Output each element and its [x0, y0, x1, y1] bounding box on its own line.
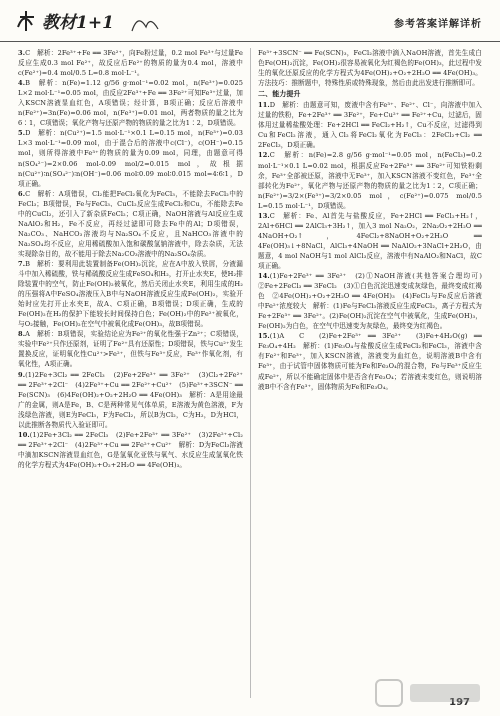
- page-header: [0, 0, 500, 42]
- answer-number: 15.: [258, 332, 270, 341]
- answer-text: (1)2Fe+3Cl₂ ══ 2FeCl₃ (2)Fe+2Fe³⁺ ══ 3Fe²⁺ (3)2Fe²⁺+Cl₂ ══ 2Fe³⁺+2Cl⁻ (4)2Fe³⁺+Cu ══ 2Fe²⁺+Cu²⁺ 解析：D为FeCl₃溶液中滴加KSCN溶液显血红色，G是氢氧化亚铁与氧气、水反应生成氢氧化铁的化学方程式为4Fe(OH)₂+O₂+2H₂O ══ 4Fe(OH)₃。: [18, 430, 243, 469]
- answer-number: 7.: [18, 259, 26, 268]
- right-column: [258, 48, 489, 698]
- answer-item: [18, 259, 243, 329]
- answer-item: [18, 78, 243, 128]
- answer-text: (1)A C (2)Fe+2Fe³⁺ ══ 3Fe²⁺ (3)Fe+4H₂O(g) ══ Fe₃O₄+4H₂ 解析：(1)Fe₃O₄与盐酸反应生成FeCl₂和FeCl₃，溶液中含有Fe²⁺和Fe³⁺，加入KSCN溶液，溶液变为血红色，说明溶液B中含有Fe³⁺，由于试管中固体物质可能为Fe和Fe₃O₄的混合物，Fe与Fe³⁺反应生成Fe²⁺，所以不能确定固体中是否含有Fe₃O₄；若溶液未变红色，则说明溶液B中不含有Fe³⁺，固体物质为Fe和Fe₃O₄。: [258, 332, 482, 391]
- answer-text: B 解析：n(Fe)=1.12 g/56 g·mol⁻¹=0.02 mol，n(Fe³⁺)=0.025 L×2 mol·L⁻¹=0.05 mol，由反应2Fe³⁺+Fe ══ 3Fe²⁺可知Fe³⁺过量，加入KSCN溶液显血红色，A项错误；经计算，B项正确；反应后溶液中n(Fe²⁺)=3n(Fe)=0.06 mol，n(Fe³⁺)=0.01 mol，两者物质的量之比为6∶1，C项错误；氧化产物与还原产物的物质的量之比为1∶2，D项错误。: [18, 79, 243, 128]
- logo-text: 教材1+1: [42, 13, 114, 33]
- answer-item: [18, 48, 243, 78]
- right-column-intro: Fe³⁺+3SCN⁻ ══ Fe(SCN)₃，FeCl₂溶液中滴入NaOH溶液，首先生成白色Fe(OH)₂沉淀，Fe(OH)₂很容易被氧化为红褐色的Fe(OH)₃，此过程中发生的氧化还原反应的化学方程式为4Fe(OH)₂+O₂+2H₂O ══ 4Fe(OH)₃。方法技巧：推断题中，特殊性质或特殊现象，然后由此出发进行推断即可。: [258, 49, 482, 88]
- answer-text: D 解析：由题意可知，废液中含有Fe³⁺、Fe²⁺、Cl⁻，向溶液中加入过量的铁粉，Fe+2Fe³⁺ ══ 3Fe²⁺，Fe+Cu²⁺ ══ Fe²⁺+Cu，过滤后，固体用过量稀盐酸处理：Fe+2HCl ══ FeCl₂+H₂↑，Cu不反应，过滤得到Cu和FeCl₂溶液，通入Cl₂将FeCl₂氧化为FeCl₃：2FeCl₂+Cl₂ ══ 2FeCl₃，D项正确。: [258, 101, 482, 150]
- answer-text: A 解析：B项错误，实验结论应为Fe²⁺的氧化性强于Zn²⁺；C项错误，实验中Fe²⁺只作还原剂，证明了Fe²⁺具有还原性；D项错误，铁与Cu²⁺发生置换反应，证明氧化性Cu²⁺>Fe²⁺，但铁与Fe³⁺反应，Fe³⁺作氧化剂，有氧化性，A项正确。: [18, 330, 243, 369]
- column-divider: [250, 48, 251, 698]
- answer-number: 10.: [18, 430, 30, 439]
- answer-number: 3.: [18, 49, 26, 57]
- answer-text: (1)Fe+2Fe³⁺ ══ 3Fe²⁺ (2)①NaOH溶液(其他答案合理均可) ②Fe+2FeCl₃ ══ 3FeCl₂ (3)①白色沉淀迅速变成灰绿色，最终变成红褐色 ②4Fe(OH)₂+O₂+2H₂O ══ 4Fe(OH)₃ (4)FeCl₂与Fe反应后溶液中Fe²⁺浓度较大 解析：(1)Fe与FeCl₃溶液反应生成FeCl₂，离子方程式为Fe+2Fe³⁺ ══ 3Fe²⁺。(2)Fe(OH)₂沉淀在空气中被氧化，生成Fe(OH)₃，Fe(OH)₂为白色，在空气中迅速变为灰绿色，最终变为红褐色。: [258, 272, 489, 331]
- answer-number: 6.: [18, 189, 26, 198]
- answer-item: [18, 189, 243, 259]
- answer-item: [258, 331, 482, 391]
- answer-number: 5.: [18, 129, 26, 138]
- answer-item: [18, 128, 243, 188]
- answer-item: [18, 430, 243, 470]
- answer-number: 4.: [18, 79, 26, 88]
- answer-text: C 解析：2Fe³⁺+Fe ══ 3Fe²⁺，向Fe粉过量，0.2 mol Fe³⁺与过量Fe反应生成0.3 mol Fe²⁺，故反应后Fe²⁺的物质的量为0.4 mol，溶液中c(Fe²⁺)=0.4 mol/0.5 L=0.8 mol·L⁻¹。: [18, 49, 243, 78]
- answer-text: C 解析：A项错误，Cl₂能把FeCl₂氧化为FeCl₃，不能除去FeCl₂中的FeCl₃；B项错误，Fe与FeCl₃、CuCl₂反应生成FeCl₂和Cu，不能除去Fe中的CuCl₂，还引入了新杂质FeCl₂；C项正确，NaOH溶液与Al反应生成NaAlO₂和H₂，Fe不反应，再经过滤即可除去Fe中的Al；D项错误，Na₂CO₃、NaHCO₃溶液均与Na₂SO₄不反应，且NaHCO₃溶液中的Na₂SO₄均不反应，应用稀硫酸加入饱和碳酸氢钠溶液中，除去杂质，无法实现除杂目的，故不能用于除去Na₂CO₃溶液中的Na₂SO₄杂质。: [18, 189, 243, 258]
- answer-text: B 解析：要利用此装置制备Fe(OH)₂沉淀，应在A中放入铁屑，分液漏斗中加入稀硫酸，铁与稀硫酸反应生成FeSO₄和H₂，打开止水夹E，使H₂排除装置中的空气，防止Fe(OH)₂被氧化，然后关闭止水夹E，利用生成的H₂的压强将A中FeSO₄溶液压入B中与NaOH溶液反应生成Fe(OH)₂，实验开始时应先打开止水夹E，故A、C项正确，B项错误；D项正确，生成的Fe(OH)₂在H₂的保护下能较长时间保持白色；Fe(OH)₂中的Fe²⁺被氧化，与O₂接触，Fe(OH)₂在空气中被氧化成Fe(OH)₃，故B项错误。: [18, 259, 243, 329]
- answer-item: [18, 370, 243, 430]
- answer-text: C 解析：Fe、Al首先与盐酸反应，Fe+2HCl ══ FeCl₂+H₂↑，2Al+6HCl ══ 2AlCl₃+3H₂↑，加入3 mol Na₂O₂，2Na₂O₂+2H₂O ══ 4NaOH+O₂↑，4FeCl₂+8NaOH+O₂+2H₂O ══ 4Fe(OH)₃↓+8NaCl，AlCl₃+4NaOH ══ NaAlO₂+3NaCl+2H₂O，由题意，4 mol NaOH与1 mol AlCl₃反应，溶液中有NaAlO₂和NaCl，故C项正确。: [258, 211, 482, 270]
- answer-text: D 解析：n(Cu²⁺)=1.5 mol·L⁻¹×0.1 L=0.15 mol，n(Fe³⁺)=0.03 L×3 mol·L⁻¹=0.09 mol，由于混合后的溶液中c(Cl⁻)，c(OH⁻)=0.15 mol，则所得溶液中Fe³⁺的物质的量为0.09 mol，同理，由题意可得n(SO₄²⁻)=2×0.06 mol-0.09 mol/2=0.015 mol，故根据n(Cu²⁺)∶n(SO₄²⁻)∶n(OH⁻)=0.06 mol∶0.09 mol∶0.015 mol=4∶6∶1，D项正确。: [18, 129, 243, 188]
- answer-item: [258, 211, 482, 271]
- page-number: 197: [449, 697, 470, 708]
- answer-number: 9.: [18, 370, 26, 379]
- left-column: [18, 48, 243, 698]
- header-title: 参考答案详解详析: [394, 19, 482, 30]
- answer-text: C 解析：n(Fe)=2.8 g/56 g·mol⁻¹=0.05 mol，n(FeCl₃)=0.2 mol·L⁻¹×0.1 L=0.02 mol，根据反应Fe+2Fe³⁺ ══ 3Fe²⁺可知铁粉剩余，Fe³⁺全部被还原，溶液中无Fe³⁺，加入KSCN溶液不变红色，Fe³⁺全部转化为Fe²⁺，氧化产物与还原产物的物质的量之比为1∶2，C项正确；n(Fe²⁺)=3/2×(Fe³⁺)=3/2×0.05 mol，c(Fe²⁺)=0.075 mol/0.5 L=0.15 mol·L⁻¹，D项错误。: [258, 151, 482, 210]
- answer-item: [258, 271, 489, 331]
- book-logo-icon: [14, 5, 164, 37]
- answer-text: (1)2Fe+3Cl₂ ══ 2FeCl₃ (2)Fe+2Fe³⁺ ══ 3Fe²⁺ (3)Cl₂+2Fe²⁺ ══ 2Fe³⁺+2Cl⁻ (4)2Fe³⁺+Cu ══ 2Fe²⁺+Cu²⁺ (5)Fe³⁺+3SCN⁻ ══ Fe(SCN)₃ (6)4Fe(OH)₂+O₂+2H₂O ══ 4Fe(OH)₃ 解析：A是用途最广的金属，则A是Fe，B、C是两种常见气体单质，E溶液为黄色溶液，F为浅绿色溶液，则E为FeCl₃，F为FeCl₂，所以B为Cl₂，C为H₂，D为HCl，以此推断各物质代入验证即可。: [18, 370, 243, 429]
- answer-item: [258, 150, 482, 210]
- answer-item: [18, 329, 243, 369]
- answer-number: 11.: [258, 101, 270, 110]
- section-title: 二、能力提升: [258, 90, 301, 99]
- watermark-logo-icon: [372, 674, 492, 714]
- answer-number: 12.: [258, 151, 270, 160]
- answer-number: 13.: [258, 211, 270, 220]
- answer-number: 14.: [258, 272, 270, 281]
- answer-number: 8.: [18, 330, 26, 339]
- answer-item: [258, 100, 482, 150]
